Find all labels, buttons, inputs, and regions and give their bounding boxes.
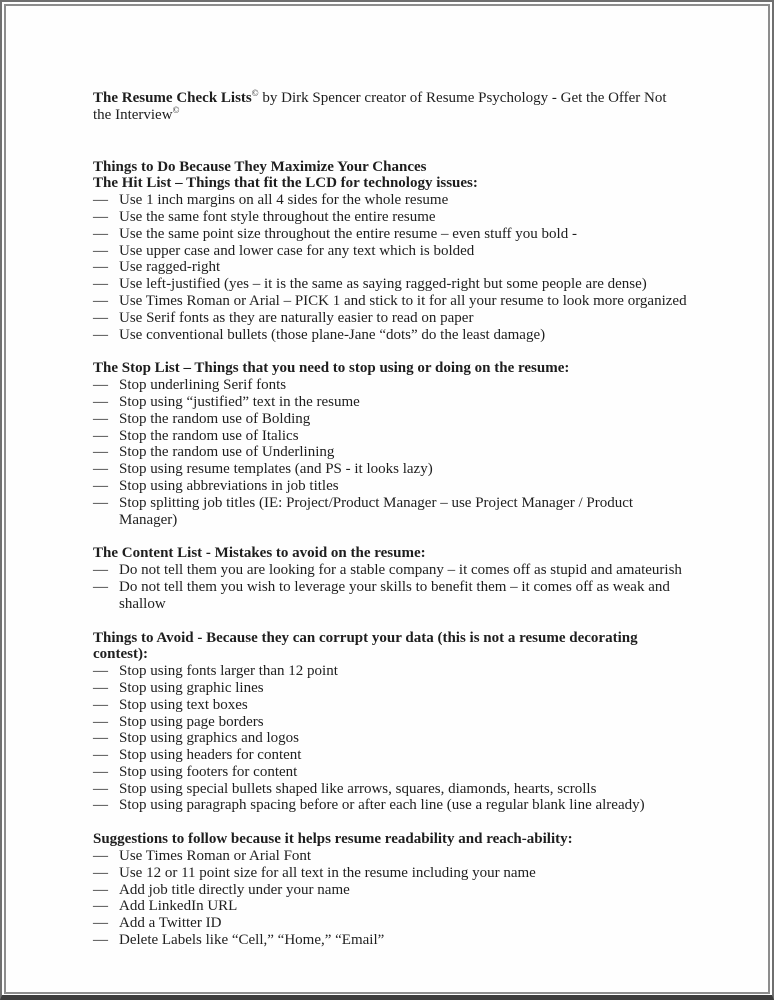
list-item-text: Stop using graphic lines: [119, 679, 264, 696]
dash-bullet: —: [93, 730, 108, 747]
section-heading: Things to Avoid - Because they can corrupt your data (this is not a resume decorating contest):: [93, 629, 638, 663]
dash-bullet: —: [93, 763, 108, 780]
list-item-text: Stop using page borders: [119, 713, 264, 730]
list-item: [93, 209, 687, 226]
list-item-text: Use the same font style throughout the entire resume: [119, 208, 436, 225]
dash-bullet: —: [93, 679, 108, 696]
list-item: [93, 394, 687, 411]
list-item: [93, 680, 687, 697]
list-item-text: Add job title directly under your name: [119, 881, 350, 898]
dash-bullet: —: [93, 898, 108, 915]
list-item-text: Delete Labels like “Cell,” “Home,” “Email”: [119, 932, 385, 949]
list-item-text: Use 1 inch margins on all 4 sides for the whole resume: [119, 192, 449, 209]
section-heading: Suggestions to follow because it helps resume readability and reach-ability:: [93, 831, 573, 848]
list-item: [93, 310, 687, 327]
list-item-text: Stop using special bullets shaped like arrows, squares, diamonds, hearts, scrolls: [119, 780, 597, 797]
dash-bullet: —: [93, 461, 108, 478]
list-item-text: Stop using text boxes: [119, 696, 248, 713]
list-item: [93, 730, 687, 747]
dash-bullet: —: [93, 427, 108, 444]
dash-bullet: —: [93, 208, 108, 225]
dash-bullet: —: [93, 797, 108, 814]
list-item: [93, 226, 687, 243]
dash-bullet: —: [93, 881, 108, 898]
dash-bullet: —: [93, 242, 108, 259]
list-item: [93, 428, 687, 445]
list-section: [93, 831, 687, 949]
list-item: [93, 495, 687, 529]
list-item: [93, 259, 687, 276]
list-item-text: Stop using abbreviations in job titles: [119, 477, 339, 494]
copyright-mark: ©: [251, 88, 259, 98]
list-item: [93, 327, 687, 344]
dash-bullet: —: [93, 276, 108, 293]
document-title-rest: by Dirk Spencer creator of Resume Psychology - Get the Offer Not the Interview: [93, 90, 667, 123]
list-item-text: Stop the random use of Italics: [119, 427, 299, 444]
dash-bullet: —: [93, 225, 108, 242]
dash-bullet: —: [93, 292, 108, 309]
list-item-text: Stop the random use of Underlining: [119, 444, 335, 461]
section-heading: The Content List - Mistakes to avoid on the resume:: [93, 545, 426, 562]
list-item-text: Stop using footers for content: [119, 763, 298, 780]
dash-bullet: —: [93, 848, 108, 865]
list-item-text: Stop using fonts larger than 12 point: [119, 663, 338, 680]
dash-bullet: —: [93, 444, 108, 461]
list-item-text: Use left-justified (yes – it is the same as saying ragged-right but some people are dense): [119, 276, 647, 293]
list-item: [93, 915, 687, 932]
list-section: [93, 630, 687, 815]
intro-heading: Things to Do Because They Maximize Your Chances: [93, 158, 427, 175]
dash-bullet: —: [93, 578, 108, 595]
list-item: [93, 461, 687, 478]
list-item-text: Stop using paragraph spacing before or after each line (use a regular blank line already): [119, 797, 645, 814]
list-item: [93, 697, 687, 714]
list-item-text: Use 12 or 11 point size for all text in the resume including your name: [119, 864, 536, 881]
list-item: [93, 411, 687, 428]
dash-bullet: —: [93, 713, 108, 730]
list-item-text: Stop using headers for content: [119, 747, 302, 764]
dash-bullet: —: [93, 780, 108, 797]
list-item: [93, 898, 687, 915]
list-section: [93, 545, 687, 612]
dash-bullet: —: [93, 915, 108, 932]
list-item: [93, 848, 687, 865]
list-item: [93, 562, 687, 579]
dash-bullet: —: [93, 494, 108, 511]
list-item-text: Stop the random use of Bolding: [119, 410, 311, 427]
list-section: [93, 360, 687, 528]
dash-bullet: —: [93, 192, 108, 209]
list-item: [93, 865, 687, 882]
list-item-text: Use Times Roman or Arial – PICK 1 and stick to it for all your resume to look more organized: [119, 292, 687, 309]
dash-bullet: —: [93, 309, 108, 326]
section-heading: The Hit List – Things that fit the LCD for technology issues:: [93, 175, 478, 192]
dash-bullet: —: [93, 410, 108, 427]
list-item-text: Stop using “justified” text in the resume: [119, 393, 360, 410]
list-item: [93, 747, 687, 764]
dash-bullet: —: [93, 377, 108, 394]
list-item-text: Add a Twitter ID: [119, 915, 222, 932]
dash-bullet: —: [93, 932, 108, 949]
dash-bullet: —: [93, 477, 108, 494]
list-item-text: Use ragged-right: [119, 259, 221, 276]
list-item: [93, 444, 687, 461]
list-section: [93, 175, 687, 343]
list-item-text: Use Serif fonts as they are naturally easier to read on paper: [119, 309, 474, 326]
list-item: [93, 714, 687, 731]
list-item: [93, 192, 687, 209]
dash-bullet: —: [93, 393, 108, 410]
sections: [93, 175, 687, 948]
dash-bullet: —: [93, 663, 108, 680]
dash-bullet: —: [93, 696, 108, 713]
dash-bullet: —: [93, 562, 108, 579]
list-item-text: Do not tell them you are looking for a stable company – it comes off as stupid and amateurish: [119, 562, 682, 579]
dash-bullet: —: [93, 864, 108, 881]
list-item-text: Use upper case and lower case for any text which is bolded: [119, 242, 475, 259]
section-heading: The Stop List – Things that you need to stop using or doing on the resume:: [93, 360, 570, 377]
document-title: [93, 90, 687, 124]
dash-bullet: —: [93, 747, 108, 764]
dash-bullet: —: [93, 326, 108, 343]
dash-bullet: —: [93, 259, 108, 276]
list-item-text: Stop underlining Serif fonts: [119, 377, 287, 394]
list-item: [93, 276, 687, 293]
list-item-text: Stop using graphics and logos: [119, 730, 299, 747]
list-item: [93, 293, 687, 310]
page-content: [2, 2, 772, 949]
list-item-text: Stop using resume templates (and PS - it looks lazy): [119, 461, 433, 478]
list-item: [93, 243, 687, 260]
list-item-text: Use the same point size throughout the entire resume – even stuff you bold -: [119, 225, 577, 242]
list-item-text: Add LinkedIn URL: [119, 898, 238, 915]
list-item: [93, 932, 687, 949]
list-item: [93, 478, 687, 495]
list-item: [93, 797, 687, 814]
list-item-text: Stop splitting job titles (IE: Project/Product Manager – use Project Manager / Product Manager): [119, 494, 634, 528]
list-item: [93, 764, 687, 781]
list-item: [93, 663, 687, 680]
list-item: [93, 377, 687, 394]
list-item-text: Do not tell them you wish to leverage your skills to benefit them – it comes off as weak and shallow: [119, 578, 670, 612]
document-title-bold: The Resume Check Lists: [93, 90, 252, 106]
list-item: [93, 882, 687, 899]
list-item: [93, 579, 687, 613]
list-item-text: Use conventional bullets (those plane-Jane “dots” do the least damage): [119, 326, 546, 343]
list-item-text: Use Times Roman or Arial Font: [119, 848, 312, 865]
list-item: [93, 781, 687, 798]
copyright-mark: ©: [172, 104, 180, 115]
